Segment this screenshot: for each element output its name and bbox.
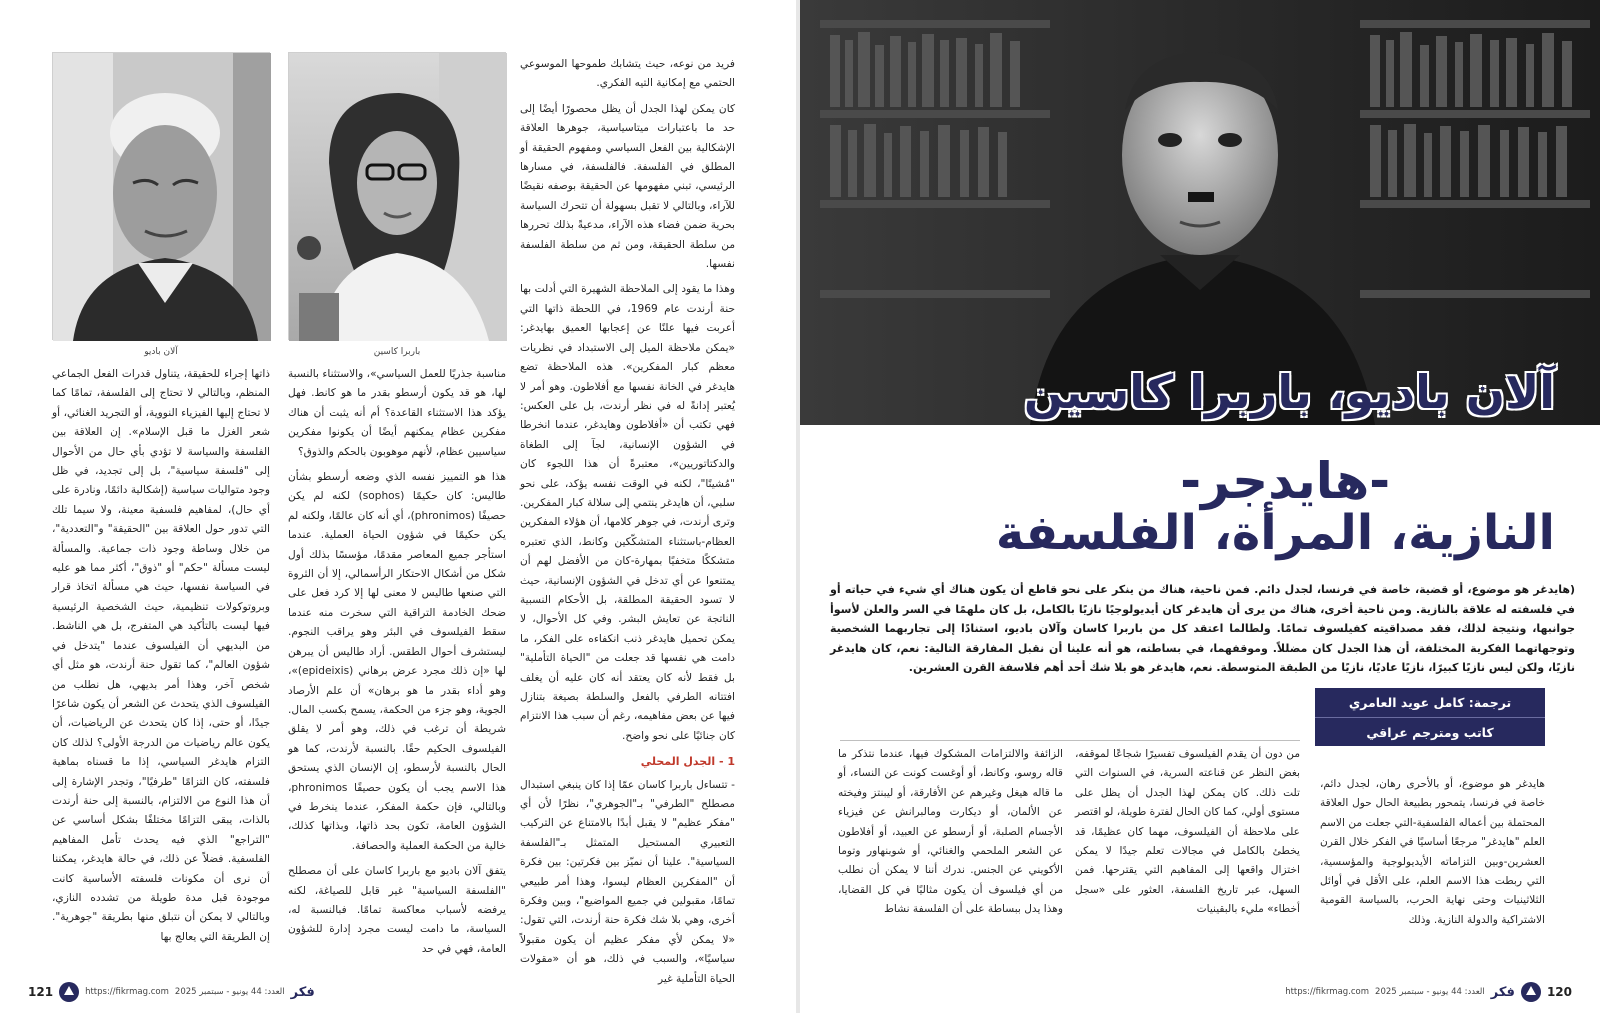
left-col-left xyxy=(52,365,270,975)
translator-role: كاتب ومترجم عراقي xyxy=(1315,717,1545,746)
left-col-middle xyxy=(288,365,506,975)
magazine-name: فكر xyxy=(290,984,315,1000)
paragraph: - تتساءل باربرا كاسان عمّا إذا كان ينبغي استبدال مصطلح "الطرفي" بـ"الجوهري"، نظرًا لأن أي "مفكر عظيم" لا يقبل أبدًا بالامتناع عن التركيب التعبيري المستحيل المتمثل بـ"الفلسفة السياسية". علينا أن نميّز بين فكرتين: بين فكرة أن "المفكرين العظام ليسوا، وهذا أمر طبيعي تمامًا، مقبولين في جميع المواضيع"، وبين وفكرة أخرى، وهي بلا شك فكرة حنة أرندت، التي تقول: «لا يمكن لأي مفكر عظيم أن يكون مقبولاً سياسيًا»، والسبب في ذلك، هو أن «مقولات الحياة التأملية غير xyxy=(520,778,735,985)
paragraph: هذا هو التمييز نفسه الذي وضعه أرسطو بشأن طاليس: كان حكيمًا (sophos) لكنه لم يكن حصيفًا (phronimos)، أي أنه كان عالمًا، ولكنه لم يكن حكيمًا في شؤون الحياة العملية. عندما استأجر جميع المعاصر مقدمًا، مؤسسًا بذلك أول شكل من أشكال الاحتكار الرأسمالي، إلا أن الثروة التي صنعها طاليس لا معنى لها إلا كرد فعل على ضحك الخادمة التراقية التي سخرت منه عندما سقط الفيلسوف في البئر وهو يراقب النجوم. ليستشرف أحوال الطقس. أراد طاليس أن يبرهن لها «إن ذلك مجرد عرض برهاني (epideixis)»، وهو أداء بقدر ما هو برهان» أن علم الأرصاد الجوية، وهو جزء من الحكمة، يسمح بكسب المال. شريطة أن ترغب في ذلك، وهو أمر لا يقلق الفيلسوف الحكيم حقًا. بالنسبة لأرندت، كما هو الحال بالنسبة لأرسطو، إن الإنسان الذي يستحق هذا الاسم يجب أن يكون حصيفًا phronimos، وبالتالي، فإن حكمة المفكر، عندما ينخرط في الشؤون العامة، تكون بحد ذاتها، وبذاتها كذلك، خالية من الحكمة العملية والحصافة. xyxy=(288,471,506,852)
site-url[interactable]: https://fikrmag.com xyxy=(1285,987,1370,997)
right-col-right xyxy=(1320,775,1545,970)
translator-credit-box xyxy=(1315,688,1545,746)
paragraph: ذاتها إجراء للحقيقة، يتناول قدرات الفعل الجماعي المنظم، وبالتالي لا تحتاج إلى الفلسفة، تمامًا كما لا تحتاج إليها الفيزياء النووية، أو التجريد الغنائي، أو شعر الغزل ما قبل الإسلام». إن العلاقة بين الفلسفة والسياسة لا تؤدي بأي حال من الأحوال إلى "فلسفة سياسية"، بل إلى تجديد، في ظل وجود متواليات سياسية (إشكالية دائمًا، ونادرة على أي حال)، لمفاهيم فلسفية معينة، ولا سيما تلك التي تدور حول العلاقة بين "الحقيقة" و"التعددية"، من خلال وساطة وجود ذات جماعية. والمسألة ليست مسألة "حكم" أو "ذوق"، أكثر مما هو عليه في السياسة نفسها، حيث هي مسألة اتخاذ قرار وبروتوكولات تنظيمية، حيث الشخصية الرئيسية فيها ليست بالتأكيد هي المتفرج، بل هي الناشط. من البديهي أن الفيلسوف عندما "يتدخل في شؤون العالم"، كما تقول حنة أرندت، هو مثل أي شخص آخر، وهذا أمر بديهي، هل نطلب من الفيلسوف الذي يتحدث عن الشعر أن يكون شاعرًا جيدًا، أو حتى، إذا كان يتحدث عن الرياضيات، أن يكون عالم رياضيات من الدرجة الأولى؟ لذلك كان التزام هايدغر السياسي، إذا ما قسناه بماهية فلسفته، كان التزامًا "طرفيًا"، وتجدر الإشارة إلى أن هذا النوع من الالتزام، بالنسبة إلى حنة أرندت بالذات، يبقى التزامًا مختلفًا بشكل أساسي عن "التراجع" الذي فيه يحدث تأمل المفاهيم الفلسفية. فضلاً عن ذلك، في حالة هايدغر، يمكننا أن نرى أن مكونات فلسفته الأساسية كانت موجودة قبل مدة طويلة من تشدده النازي، وبالتالي لا يمكن أن نتبلق منها بطريقة "جوهرية". إن الطريقة التي يعالج بها xyxy=(52,368,270,943)
heidegger-portrait-image xyxy=(800,0,1600,425)
article-title-authors: آلان باديو، باربرا كاسين xyxy=(1023,365,1555,419)
left-col-right xyxy=(520,55,735,985)
hero-photo-heidegger xyxy=(800,0,1600,425)
footer-left xyxy=(28,980,315,1004)
paragraph: يتفق آلان باديو مع باربرا كاسان على أن مصطلح "الفلسفة السياسية" غير قابل للصياغة، لكنه يرفضه لأسباب معاكسة تمامًا. فبالنسبة له، السياسة، ما دامت ليست مجرد إدارة للشؤون العامة، فهي في حد xyxy=(288,865,506,955)
magazine-name: فكر xyxy=(1490,984,1515,1000)
site-url[interactable]: https://fikrmag.com xyxy=(85,987,169,997)
right-col-middle xyxy=(1075,745,1300,970)
issue-info: العدد: 44 يونيو - سبتمبر 2025 xyxy=(174,987,285,997)
right-col-left xyxy=(838,745,1063,970)
magazine-logo-icon xyxy=(1521,982,1541,1002)
article-title-subtitle: النازية، المرأة، الفلسفة xyxy=(995,505,1555,561)
paragraph: هايدغر هو موضوع، أو بالأحرى رهان، لجدل دائم، خاصة في فرنسا، يتمحور بطبيعة الحال حول العلاقة المحتملة بين أعماله الفلسفية-التي جعلت من الاسم العلم "هايدغر" مرجعًا أساسيًا في الفكر خلال القرن العشرين-وبين التزاماته الأيديولوجية والمؤسسية، التي ربطت هذا الاسم العلم، على الأقل في أوائل الثلاثينيات وحتى نهاية الحرب، بالسياسة القومية الاشتراكية والدولة النازية. وذلك xyxy=(1320,778,1545,926)
article-title-heidegger: -هايدجر- xyxy=(1180,452,1390,510)
paragraph: كان يمكن لهذا الجدل أن يظل محصورًا أيضًا إلى حد ما باعتبارات ميتاسياسية، جوهرها العلاقة الإشكالية بين الفعل السياسي ومفهوم الحقيقة أو المطلق في الفلسفة. فالفلسفة، في مسارها الرئيسي، تبني مفهومها عن الحقيقة بوصفه نقيضًا للآراء، وبالتالي لا تقبل بسهولة أن تتحرك السياسة بحرية ضمن فضاء هذه الآراء، مدعيةً بذلك تحررها من سلطة الحقيقة، ومن ثم من سلطة الفلسفة نفسها. xyxy=(520,102,735,271)
divider xyxy=(840,740,1300,741)
page-number: 121 xyxy=(28,985,54,999)
issue-info: العدد: 44 يونيو - سبتمبر 2025 xyxy=(1375,987,1485,997)
paragraph: وهذا ما يقود إلى الملاحظة الشهيرة التي أدلت بها حنة أرندت عام 1969، في اللحظة ذاتها التي أعربت فيها علنًا عن إعجابها العميق بهايدغر: «يمكن ملاحظة الميل إلى الاستبداد في نظريات معظم كبار المفكرين». هذه الملاحظة تضع هايدغر في الخانة نفسها مع أفلاطون. وهو أمر لا يُعتبر إدانةً له في نظر أرندت، بل على العكس: فهي تكتب أن «أفلاطون وهايدغر، عندما انخرطا في الشؤون الإنسانية، لجآ إلى الطغاة والدكتاتوريين»، معتبرةً أن هذا اللجوء كان "مُشينًا"، لكنه في الوقت نفسه يؤكد، على نحو سلبي، أن هايدغر ينتمي إلى سلالة كبار المفكرين. وترى أرندت، في جوهر كلامها، أن هؤلاء المفكرين العظام-باستثناء المتشكّكين وكانط، الذي تعتبره متشككًا متخفيًا بمهارة-كان من الأفضل لهم أن يمتنعوا عن أي تدخل في الشؤون الإنسانية، حيث لا تسود الحقيقة المطلقة، بل الأحكام النسبية الناتجة عن تعايش البشر. وفي كل الأحوال، لا يمكن تحميل هايدغر ذنب انكفاءه على الفكر، ما دامت هي نفسها قد جعلت من "الحياة التأملية" بل فقط لأنه كان يعتقد أنه كان عليه أن يغلف افتتانه الطرفي بالفعل والسلطة بصيغة بتنازل فيها عن بعض مفاهيمه، رغم أن سبب هذا الانتزام كان جنائيًا على نحو واضح. xyxy=(520,283,735,742)
paragraph: فريد من نوعه، حيث يتشابك طموحها الموسوعي الحتمي مع إمكانية التيه الفكري. xyxy=(520,58,735,90)
paragraph: الزائفة والالتزامات المشكوك فيها، عندما نتذكر ما قاله روسو، وكانط، أو أوغست كونت عن النساء، أو ما قاله هيغل وغيرهم عن الأفارقة، أو ليبنتز وفيخته عن الألمان، أو ديكارت ومالبرانش عن فيزياء الأجسام الصلبة، أو أرسطو عن العبيد، أو أفلاطون عن الشعر الملحمي والغنائي، أو شوبنهاور وتوما الأكويني عن الجنس. ندرك أننا لا يمكن أن نطلب من أي فيلسوف أن يكون مثاليًا في كل القضايا، وهذا يدل ببساطة على أن الفلسفة نشاط xyxy=(838,748,1063,916)
photo-alain-badiou xyxy=(52,52,270,340)
portrait-woman-image xyxy=(289,53,507,341)
magazine-logo-icon xyxy=(59,982,79,1002)
section-heading: 1 - الجدل المحلي xyxy=(640,755,735,769)
caption-barbara-cassin: باربرا كاسين xyxy=(373,347,421,357)
paragraph: مناسبة جذريًا للعمل السياسي»، والاستثناء بالنسبة لها، هو قد يكون أرسطو بقدر ما هو كانط. فهل يؤكد هذا الاستثناء القاعدة؟ أم أنه يثبت أن هناك مفكرين عظام يمكنهم أيضًا أن يكونوا مفكرين سياسيين عظام، لأنهم موهوبون بالحكم والذوق؟ xyxy=(288,368,506,458)
paragraph: من دون أن يقدم الفيلسوف تفسيرًا شجاعًا لموقفه، بغض النظر عن قناعته السرية، في السنوات التي تلت ذلك. كان يمكن لهذا الجدل أن يظل على مستوى أولي، كما كان الحال لفترة طويلة، لو اقتصر على ملاحظة أن الفيلسوف، مهما كان عظيمًا، قد يخطئ بالكامل في مجالات تعلم جيدًا لا يمكن اختزال واقعها إلى المفاهيم التي يقترحها. فمن السهل، عبر تاريخ الفلسفة، العثور على «سجل أخطاء» مليء بالبقينيات xyxy=(1075,748,1300,916)
article-intro: (هايدغر هو موضوع، أو قضية، خاصة في فرنسا، لجدل دائم. فمن ناحية، هناك من ينكر على نحو قاطع أن يكون هناك أي شيء في حياته أو في فلسفته له علاقة بالنازية. ومن ناحية أخرى، هناك من يرى أن هايدغر كان أيديولوجيًا نازيًا بالكامل، بل كان ملهمًا في السر والعلن لأسوأ جوانبها، ونتيجة لذلك، فقد مصداقيته كفيلسوف تمامًا. ولطالما اعتقد كل من باربرا كاسان وآلان باديو، استنادًا إلى تجاربهما الشخصية وتوجهاتهما الفكرية المختلفة، أن هذا الجدل كان مضللاً. وموقفهما، في بساطته، هو أنه علينا أن نقبل المفارقة التالية: نعم، كان هايدغر نازيًا، ولكن ليس نازيًا كبيرًا، نازيًا عاديًا، نازيًا من الطبقة المتوسطة. نعم، هايدغر هو بلا شك أحد أهم فلاسفة القرن العشرين. xyxy=(830,583,1575,674)
left-page xyxy=(0,0,796,1013)
caption-alain-badiou: آلان باديو xyxy=(144,347,178,357)
page-number: 120 xyxy=(1546,985,1572,999)
translator-name: ترجمة: كامل عويد العامري xyxy=(1348,695,1512,710)
right-page xyxy=(800,0,1600,1013)
portrait-man-image xyxy=(53,53,271,341)
footer-right xyxy=(1285,980,1572,1004)
photo-barbara-cassin xyxy=(288,52,506,340)
